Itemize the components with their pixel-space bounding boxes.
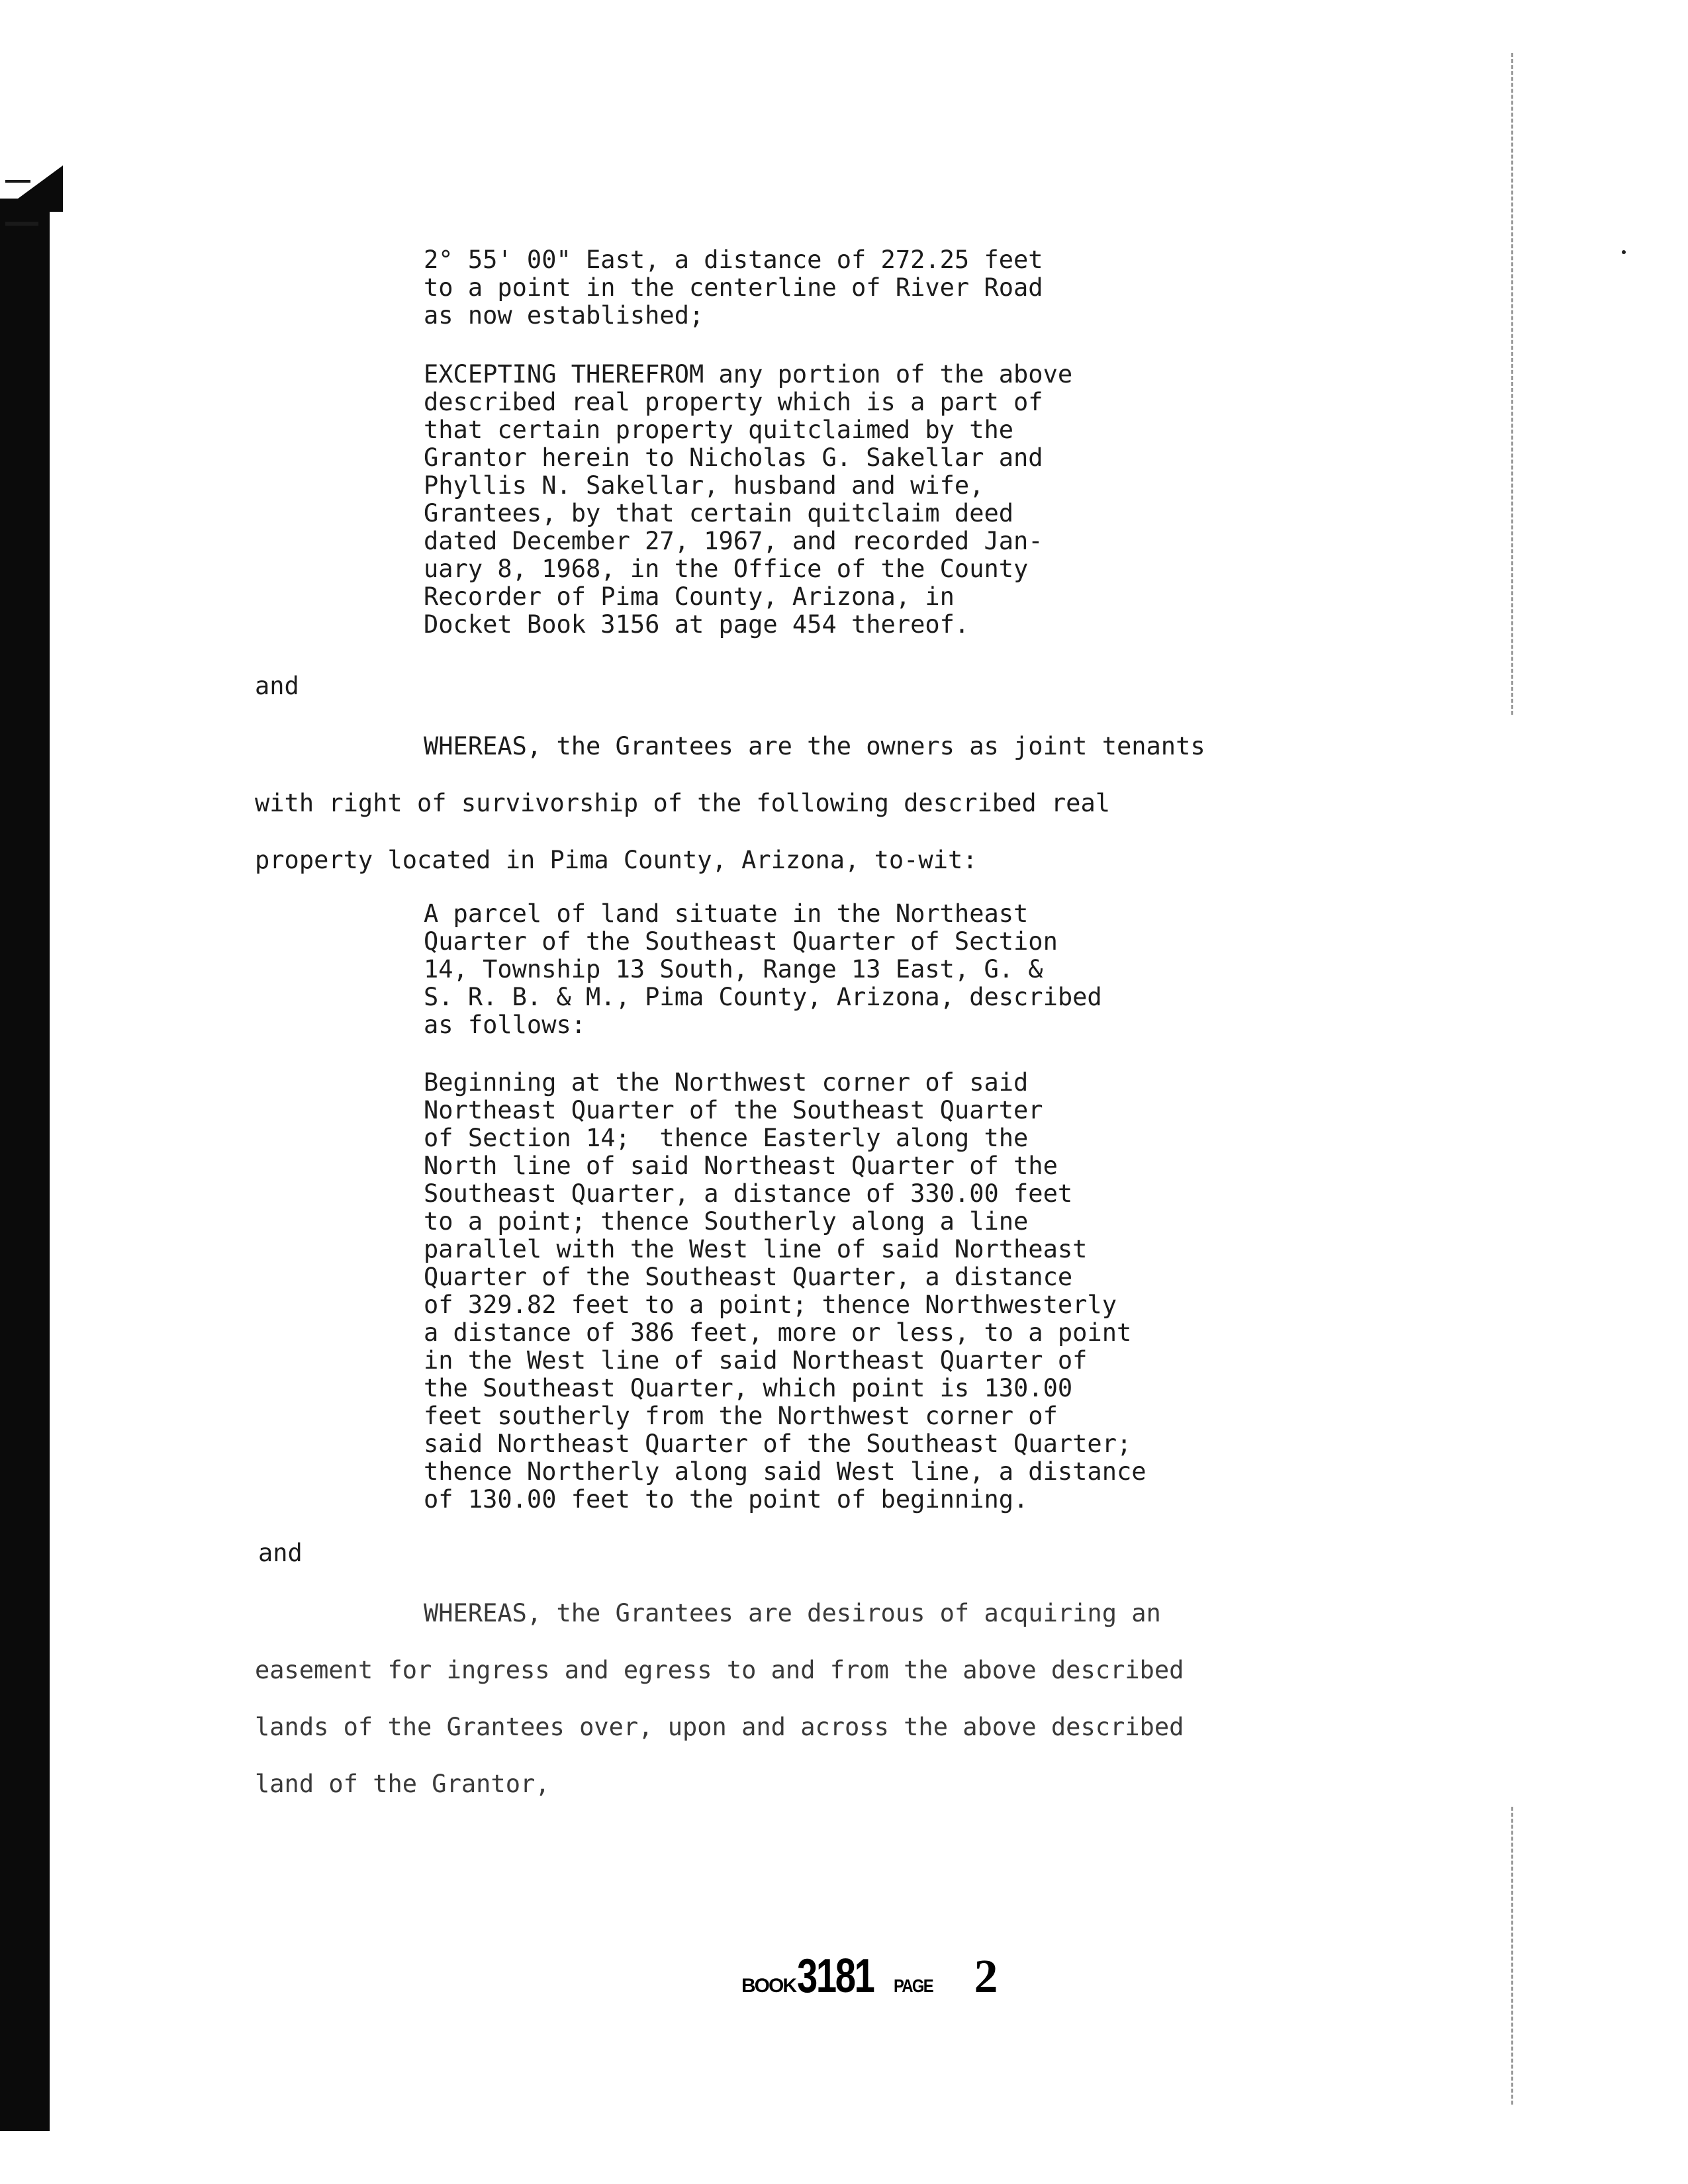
text-line: parallel with the West line of said Northeast: [424, 1235, 1088, 1263]
text-line: Grantor herein to Nicholas G. Sakellar and: [424, 443, 1043, 472]
whereas-recital-ownership: [255, 718, 1347, 889]
text-line: uary 8, 1968, in the Office of the County: [424, 555, 1029, 583]
text-line: Northeast Quarter of the Southeast Quarter: [424, 1096, 1043, 1124]
parcel-description: [424, 900, 1297, 1039]
text-line: land of the Grantor,: [255, 1770, 550, 1798]
conjunction-and: and: [258, 1539, 303, 1567]
stamp-page-number: 2: [974, 1950, 998, 2003]
recording-stamp: [741, 1949, 998, 2009]
conjunction-and: and: [255, 672, 299, 700]
text-line: WHEREAS, the Grantees are desirous of acquiring an: [424, 1599, 1161, 1627]
text-line: to a point in the centerline of River Road: [424, 273, 1043, 302]
text-line: as follows:: [424, 1011, 586, 1039]
text-line: property located in Pima County, Arizona, to-wit:: [255, 846, 978, 874]
text-line: 14, Township 13 South, Range 13 East, G. &: [424, 955, 1043, 983]
scan-margin-rule: [1511, 53, 1513, 715]
text-line: thence Northerly along said West line, a distance: [424, 1457, 1147, 1486]
text-line: A parcel of land situate in the Northeast: [424, 899, 1029, 928]
text-line: lands of the Grantees over, upon and across the above described: [255, 1713, 1184, 1741]
excepting-clause: [424, 361, 1297, 639]
text-line: of 130.00 feet to the point of beginning.: [424, 1485, 1029, 1514]
text-line: described real property which is a part of: [424, 388, 1043, 416]
text-line: said Northeast Quarter of the Southeast Quarter;: [424, 1430, 1132, 1458]
text-line: 2° 55' 00" East, a distance of 272.25 feet: [424, 246, 1043, 274]
text-line: dated December 27, 1967, and recorded Jan-: [424, 527, 1043, 555]
text-line: Docket Book 3156 at page 454 thereof.: [424, 610, 970, 639]
text-line: with right of survivorship of the following described real: [255, 789, 1111, 817]
text-line: of Section 14; thence Easterly along the: [424, 1124, 1029, 1152]
text-line: the Southeast Quarter, which point is 130.00: [424, 1374, 1073, 1402]
text-line: Quarter of the Southeast Quarter, a distance: [424, 1263, 1073, 1291]
scan-binding-shadow: [0, 199, 50, 2131]
property-description-continuation: [424, 246, 1297, 330]
text-line: Beginning at the Northwest corner of said: [424, 1068, 1029, 1097]
text-line: S. R. B. & M., Pima County, Arizona, described: [424, 983, 1102, 1011]
text-line: to a point; thence Southerly along a line: [424, 1207, 1029, 1236]
text-line: in the West line of said Northeast Quarter of: [424, 1346, 1088, 1375]
text-line: of 329.82 feet to a point; thence Northwesterly: [424, 1291, 1117, 1319]
stamp-book-number: 3181: [797, 1950, 874, 2003]
text-line: that certain property quitclaimed by the: [424, 416, 1014, 444]
text-line: Southeast Quarter, a distance of 330.00 feet: [424, 1179, 1073, 1208]
text-line: feet southerly from the Northwest corner of: [424, 1402, 1058, 1430]
text-line: easement for ingress and egress to and from the above described: [255, 1656, 1184, 1684]
stamp-page-label: PAGE: [894, 1976, 933, 1996]
scan-speck: [1622, 250, 1626, 254]
text-line: North line of said Northeast Quarter of the: [424, 1152, 1058, 1180]
text-line: Quarter of the Southeast Quarter of Section: [424, 927, 1058, 956]
stamp-book-label: BOOK: [741, 1975, 796, 1997]
text-line: Grantees, by that certain quitclaim deed: [424, 499, 1014, 527]
scan-margin-rule: [1511, 1807, 1513, 2105]
metes-and-bounds-description: [424, 1069, 1297, 1514]
text-line: a distance of 386 feet, more or less, to a point: [424, 1318, 1132, 1347]
text-line: WHEREAS, the Grantees are the owners as joint tenants: [424, 732, 1205, 760]
scan-edge-mark: [5, 180, 30, 183]
whereas-recital-easement: [255, 1585, 1347, 1813]
text-line: Phyllis N. Sakellar, husband and wife,: [424, 471, 984, 500]
text-line: as now established;: [424, 301, 704, 330]
scan-edge-mark: [5, 222, 38, 226]
text-line: EXCEPTING THEREFROM any portion of the above: [424, 360, 1073, 388]
text-line: Recorder of Pima County, Arizona, in: [424, 582, 955, 611]
